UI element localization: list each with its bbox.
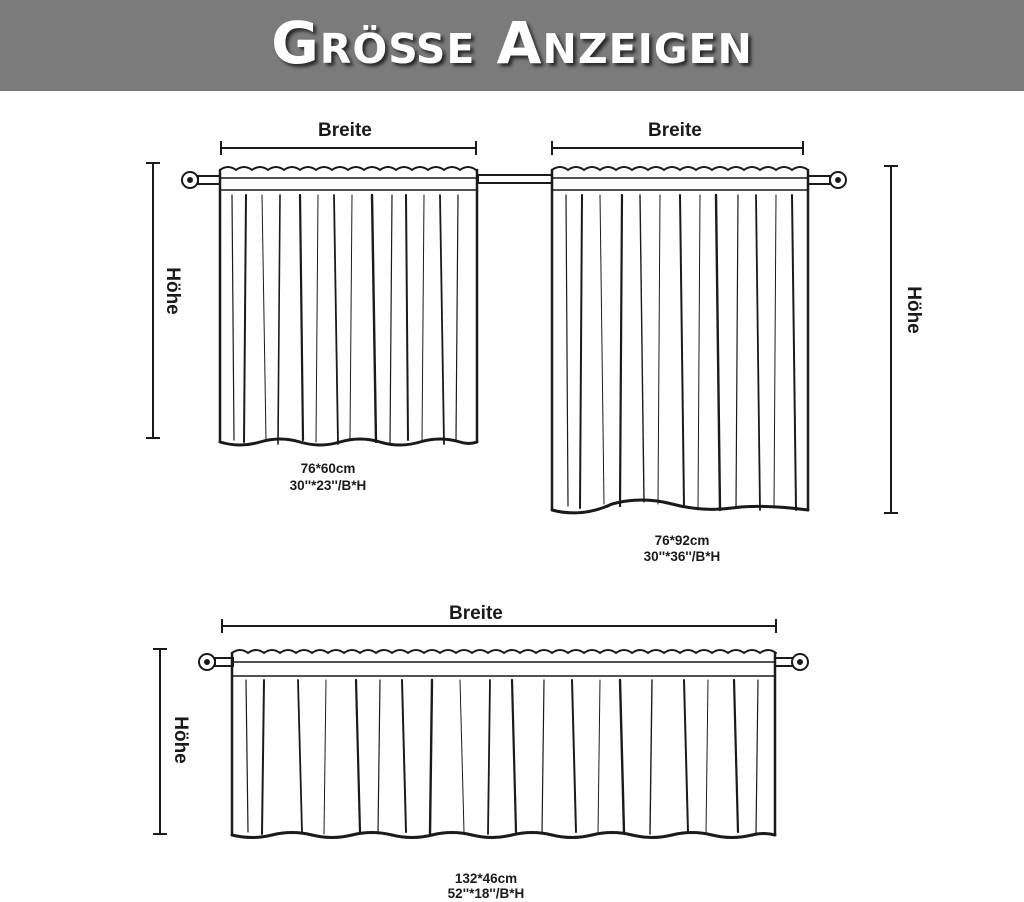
- curtain-1-panel: [220, 167, 477, 445]
- curtain-3-width-label: Breite: [449, 603, 503, 624]
- curtain-1-size-inch: 30''*23''/B*H: [289, 478, 367, 493]
- curtain-rod-top: [478, 175, 552, 183]
- curtain-2-size-cm: 76*92cm: [654, 533, 710, 548]
- curtain-2-height-label: Höhe: [903, 286, 924, 334]
- curtain-1-width-dimension: [221, 141, 476, 155]
- curtain-3-height-label: Höhe: [170, 716, 191, 764]
- curtain-2-height-dimension: [884, 166, 898, 513]
- curtain-2-size-inch: 30''*36''/B*H: [643, 549, 721, 564]
- page-title: Größe Anzeigen: [271, 9, 753, 77]
- curtain-1-height-label: Höhe: [162, 267, 183, 315]
- curtain-1-height-dimension: [146, 163, 160, 438]
- curtain-3-size-cm: 132*46cm: [454, 871, 518, 886]
- curtain-2-width-label: Breite: [648, 120, 702, 141]
- curtain-2-panel: [552, 167, 808, 513]
- rod-finial-bottom-right-icon: [775, 654, 808, 670]
- curtain-1-width-label: Breite: [318, 120, 372, 141]
- curtain-3-panel: [232, 650, 776, 838]
- curtain-1-size-cm: 76*60cm: [300, 461, 356, 476]
- curtain-1-group: [146, 141, 477, 445]
- rod-finial-right-icon: [808, 172, 846, 188]
- rod-finial-bottom-left-icon: [199, 654, 233, 670]
- curtain-3-size-inch: 52''*18''/B*H: [447, 886, 525, 901]
- curtain-2-width-dimension: [552, 141, 803, 155]
- curtain-2-group: [552, 141, 898, 513]
- rod-finial-left-icon: [182, 172, 220, 188]
- curtain-3-group: [153, 619, 808, 838]
- curtain-3-height-dimension: [153, 649, 167, 834]
